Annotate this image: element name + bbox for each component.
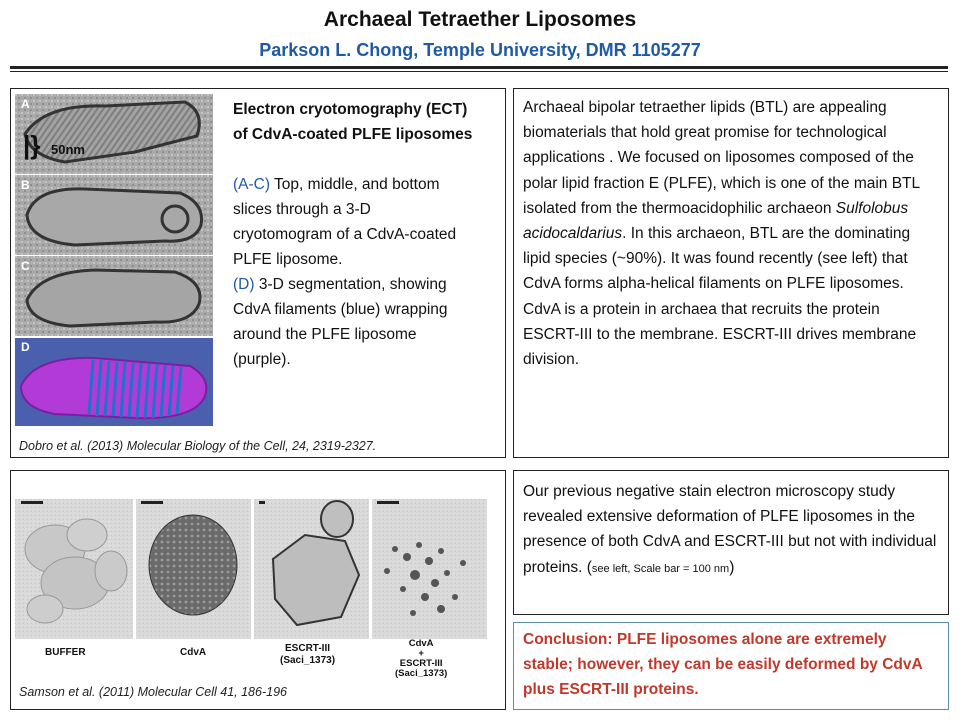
slice-letter-d: D (21, 340, 30, 354)
text-a-c: Top, middle, and bottom slices through a 3-D cryotomogram of a CdvA-coated PLFE liposome. (233, 176, 457, 268)
scale-bracket-icon: |} (23, 130, 41, 160)
header-rule-thick (10, 66, 948, 69)
slice-letter-c: C (21, 259, 30, 273)
cryotomogram-slice-b-image (15, 175, 213, 255)
ect-description (233, 172, 473, 372)
segmentation-image-d-image (15, 338, 213, 426)
text-d: 3-D segmentation, showing CdvA filaments (blue) wrapping around the PLFE liposome (purple). (233, 276, 448, 368)
description-part1: Archaeal bipolar tetraether lipids (BTL) are appealing biomaterials that hold great promise for technological applications . We focused on liposomes composed of the polar lipid fraction E (PLFE), which is one of the main BTL isolated from the thermoacidophilic archaeon (523, 99, 920, 217)
slice-letter-a: A (21, 97, 30, 111)
conclusion-panel (513, 622, 949, 710)
stain-label-escrt-name: ESCRT-III (285, 643, 331, 654)
stain-image-strip (15, 479, 499, 679)
ect-citation: Dobro et al. (2013) Molecular Biology of the Cell, 24, 2319-2327. (19, 439, 377, 453)
previous-study-body: Our previous negative stain electron microscopy study revealed extensive deformation of PLFE liposomes in the presence of both CdvA and ESCRT-III but not with individual proteins. ( (523, 483, 937, 576)
page-title: Archaeal Tetraether Liposomes (323, 8, 637, 31)
stain-label-combined-escrt: ESCRT-III (399, 658, 443, 669)
conclusion-text: Conclusion: PLFE liposomes alone are extremely stable; however, they can be easily deformed by CdvA plus ESCRT-III proteins. (523, 631, 923, 698)
cryotomogram-slice-a-image (15, 94, 213, 174)
previous-study-text (514, 471, 948, 582)
cryotomogram-slice-b (15, 175, 213, 255)
previous-study-panel (513, 470, 949, 615)
description-text (514, 89, 948, 372)
stain-citation: Samson et al. (2011) Molecular Cell 41, 186-196 (19, 685, 287, 699)
stain-label-cdva: CdvA (180, 647, 207, 658)
scale-bar-label: 50nm (51, 142, 85, 157)
description-panel (513, 88, 949, 458)
cryotomogram-slice-c-image (15, 256, 213, 336)
previous-study-close: ) (729, 558, 735, 576)
ect-panel (10, 88, 506, 458)
header-rule-thin (10, 71, 948, 72)
organism-name: Sulfolobus acidocaldarius (523, 199, 909, 243)
previous-study-note: see left, Scale bar = 100 nm (591, 562, 730, 575)
label-d: (D) (233, 276, 255, 293)
stain-label-buffer: BUFFER (45, 647, 86, 658)
stain-label-combined-plus: + (418, 648, 424, 659)
cryotomogram-slice-c (15, 256, 213, 336)
description-part2: . In this archaeon, BTL are the dominating lipid species (~90%). It was found recently (see left) that CdvA forms alpha-helical filaments on PLFE liposomes. CdvA is a protein in archaea that recruits the protein ESCRT-III to the membrane. ESCRT-III drives membrane division. (523, 225, 917, 369)
stain-label-combined-cdva: CdvA (408, 638, 434, 649)
stain-label-escrt (280, 643, 335, 667)
stain-label-combined-id: (Saci_1373) (395, 668, 448, 679)
cryotomogram-slice-a (15, 94, 213, 174)
page-subtitle: Parkson L. Chong, Temple University, DMR 1105277 (259, 40, 701, 60)
ect-heading: Electron cryotomography (ECT) of CdvA-coated PLFE liposomes (233, 101, 473, 143)
stain-label-combined (395, 639, 447, 679)
label-a-c: (A-C) (233, 176, 271, 193)
stain-label-escrt-id: (Saci_1373) (280, 655, 336, 666)
negative-stain-panel (10, 470, 506, 710)
slice-letter-b: B (21, 178, 30, 192)
segmentation-image-d (15, 338, 213, 426)
